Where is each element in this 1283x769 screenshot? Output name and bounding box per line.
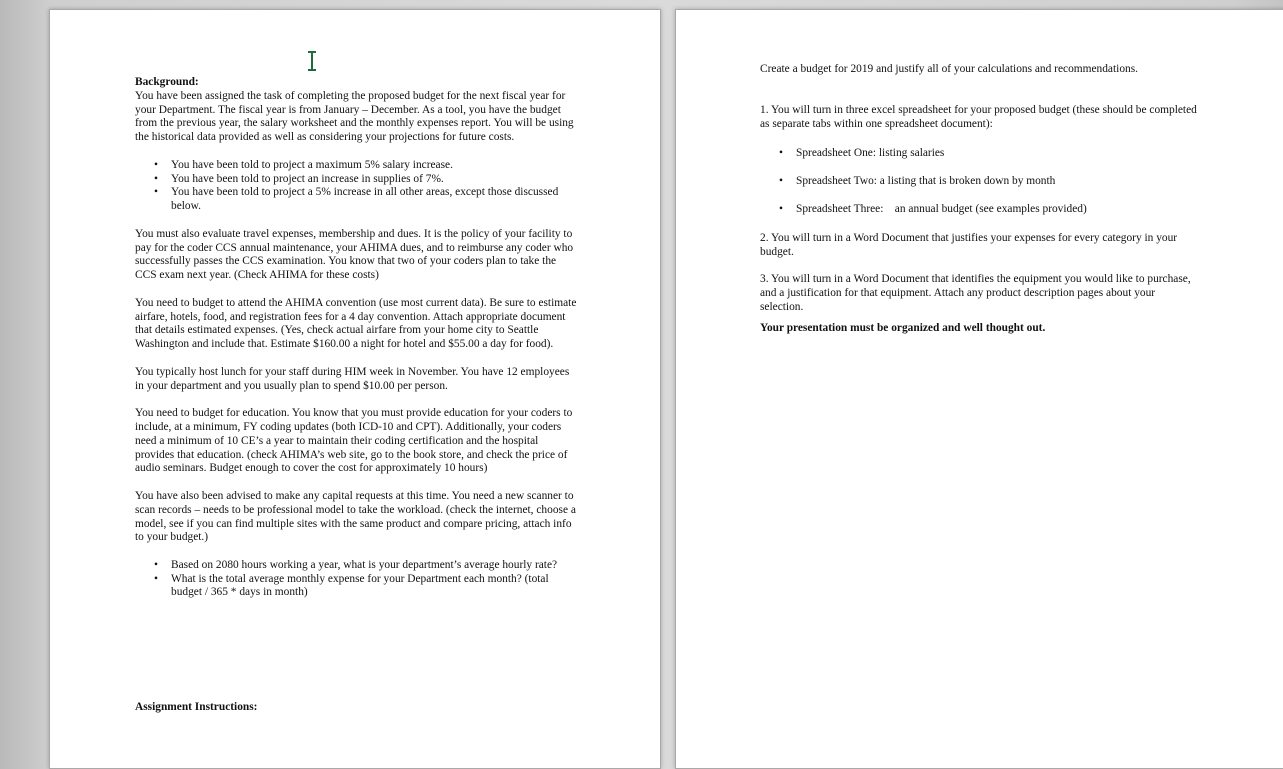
projection-list bbox=[135, 159, 579, 214]
instruction-item-1: 1. You will turn in three excel spreadsheet for your proposed budget (these should be completed as separate tabs within one spreadsheet document): bbox=[760, 104, 1197, 131]
intro-paragraph: You have been assigned the task of completing the proposed budget for the next fiscal year for your Department. The fiscal year is from January – December. As a tool, you have the budget from the previous year, the salary worksheet and the monthly expenses report. You will be using the historical data provided as well as considering your projections for future costs. bbox=[135, 89, 574, 144]
page-2-body bbox=[760, 63, 1198, 349]
document-page-1[interactable] bbox=[49, 9, 661, 769]
list-item: • Spreadsheet Three: an annual budget (see examples provided) bbox=[796, 203, 1198, 217]
instruction-item-3: 3. You will turn in a Word Document that identifies the equipment you would like to purchase, and a justification for that equipment. Attach any product description pages about your selection. bbox=[760, 273, 1191, 313]
text-cursor-icon bbox=[305, 51, 319, 71]
assignment-heading: Assignment Instructions: bbox=[135, 701, 258, 713]
list-item: • What is the total average monthly expense for your Department each month? (total budget / 365 * days in month) bbox=[171, 573, 579, 601]
document-page-2[interactable] bbox=[675, 9, 1283, 769]
list-item: • Spreadsheet One: listing salaries bbox=[796, 147, 1198, 161]
instruction-item-2: 2. You will turn in a Word Document that justifies your expenses for every category in your budget. bbox=[760, 231, 1178, 258]
travel-paragraph: You must also evaluate travel expenses, membership and dues. It is the policy of your facility to pay for the coder CCS annual maintenance, your AHIMA dues, and to reimburse any coder who successfully passes the CCS examination. You know that two of your coders plan to take the CCS exam next year. (Check AHIMA for these costs) bbox=[135, 227, 574, 282]
lunch-paragraph: You typically host lunch for your staff during HIM week in November. You have 12 employees in your department and you usually plan to spend $10.00 per person. bbox=[135, 365, 570, 392]
capital-paragraph: You have also been advised to make any capital requests at this time. You need a new scanner to scan records – needs to be professional model to take the workload. (check the internet, choose a model, see if you can find multiple sites with the same product and compare pricing, attach info to your budget.) bbox=[135, 489, 576, 544]
spreadsheet-list bbox=[760, 147, 1198, 218]
list-item: • Based on 2080 hours working a year, what is your department’s average hourly rate? bbox=[171, 559, 579, 573]
list-item: • You have been told to project a maximum 5% salary increase. bbox=[171, 159, 579, 173]
intro-line: Create a budget for 2019 and justify all of your calculations and recommendations. bbox=[760, 63, 1138, 75]
list-item: • You have been told to project an increase in supplies of 7%. bbox=[171, 173, 579, 187]
background-heading: Background: bbox=[135, 76, 199, 88]
closing-statement: Your presentation must be organized and well thought out. bbox=[760, 321, 1046, 334]
convention-paragraph: You need to budget to attend the AHIMA convention (use most current data). Be sure to estimate airfare, hotels, food, and registration fees for a 4 day convention. Attach appropriate document that details estimated expenses. (Yes, check actual airfare from your home city to Seattle Washington and include that. Estimate $160.00 a night for hotel and $55.00 a day for food). bbox=[135, 296, 577, 351]
education-paragraph: You need to budget for education. You know that you must provide education for your coders to include, at a minimum, FY coding updates (both ICD-10 and CPT). Additionally, your coders need a minimum of 10 CE’s a year to maintain their coding certification and the hospital provides that education. (check AHIMA’s web site, go to the book store, and check the price of audio seminars. Budget enough to cover the cost for approximately 10 hours) bbox=[135, 407, 573, 475]
page-1-body bbox=[135, 76, 579, 614]
question-list bbox=[135, 559, 579, 600]
list-item: • Spreadsheet Two: a listing that is broken down by month bbox=[796, 175, 1198, 189]
list-item: • You have been told to project a 5% increase in all other areas, except those discussed below. bbox=[171, 186, 579, 214]
